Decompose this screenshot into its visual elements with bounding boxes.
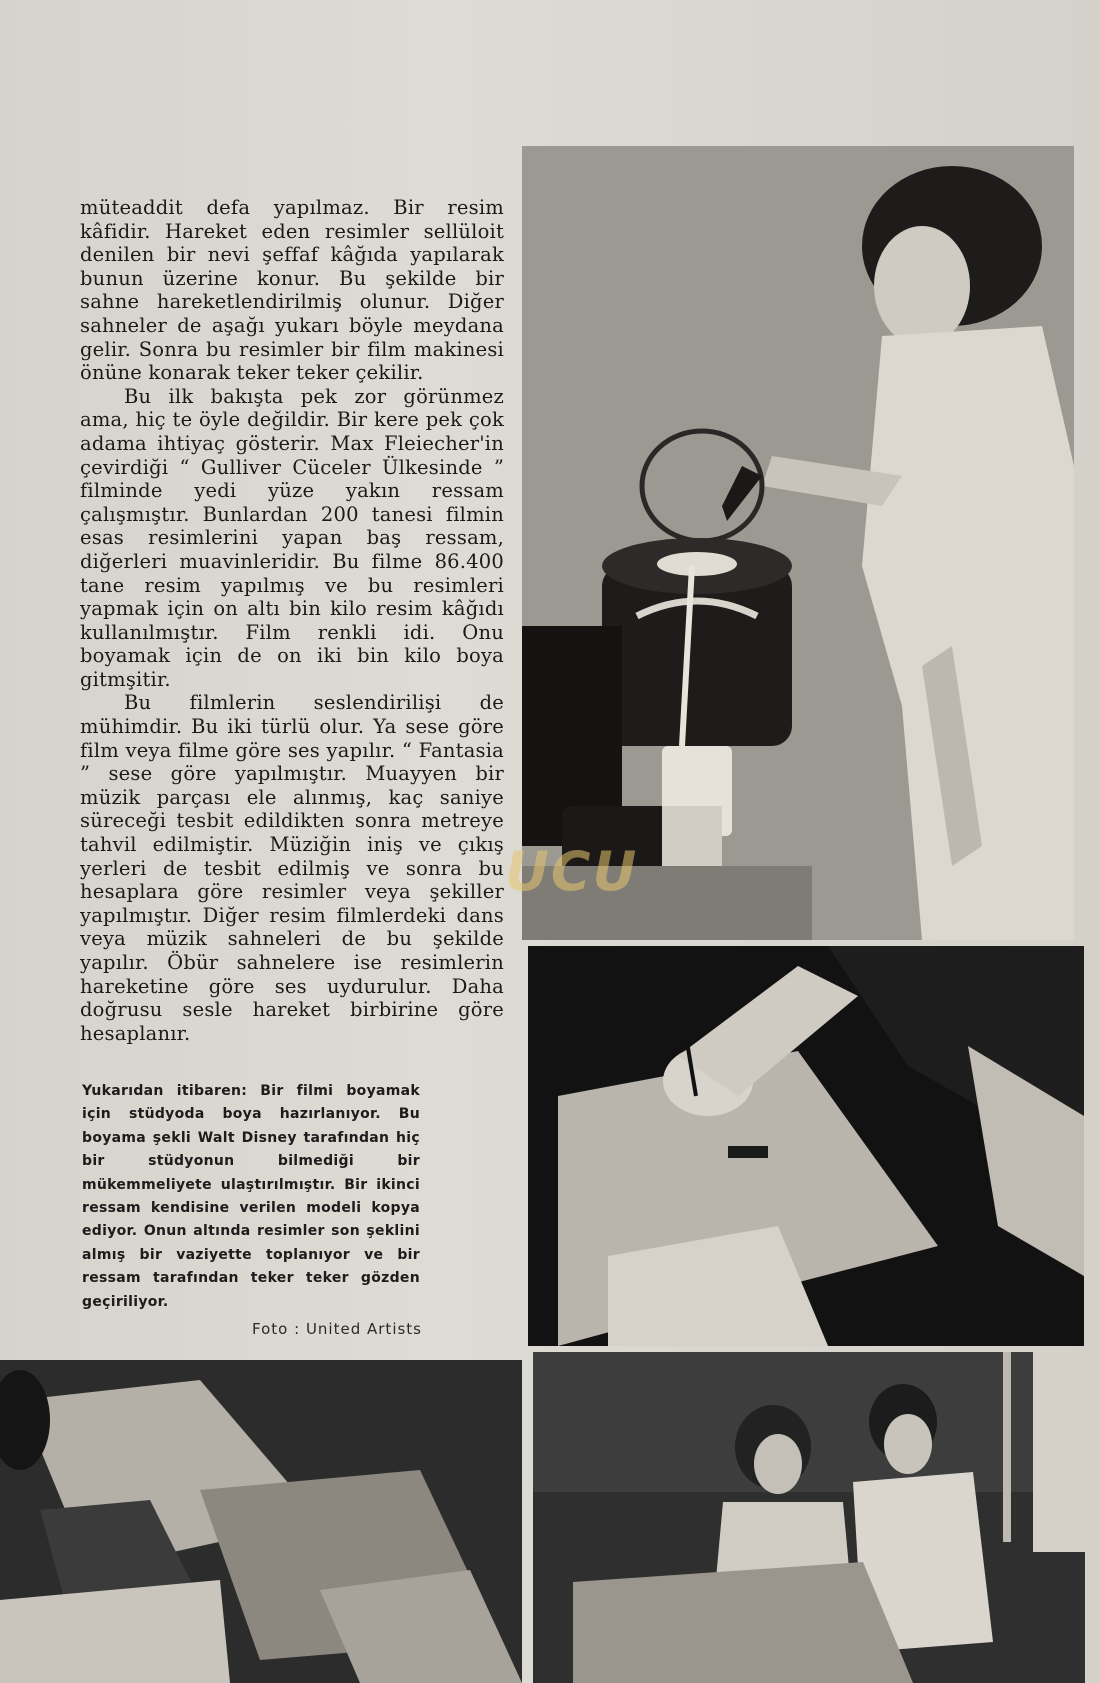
photo-artists-reviewing bbox=[533, 1352, 1085, 1683]
photo-caption: Yukarıdan itibaren: Bir filmi boyamak için stüdyoda boya hazırlanıyor. Bu boyama şekli Walt Disney tarafından hiç bir stüdyonun bilmediği bir mükemmeliyete ulaştırılmıştır. Bir ikinci ressam kendisine verilen modeli kopya ediyor. Onun altında resimler son şeklini almış bir vaziyette toplanıyor ve bir ressam tarafından teker teker gözden geçiriliyor. bbox=[82, 1083, 420, 1310]
photo-paint-preparation bbox=[522, 146, 1074, 940]
article-paragraph-1: müteaddit defa yapılmaz. Bir resim kâfidir. Hareket eden resimler sellüloit denilen bir nevi şeffaf kâğıda yapılarak bunun üzerine konur. Bu şekilde bir sahne hareketlendirilmiş olunur. Diğer sahneler de aşağı yukarı böyle meydana gelir. Sonra bu resimler bir film makinesi önüne konarak teker teker çekilir. bbox=[80, 196, 504, 385]
photo-artist-copying bbox=[528, 946, 1084, 1346]
article-paragraph-2: Bu ilk bakışta pek zor görünmez ama, hiç te öyle değildir. Bir kere pek çok adama ihtiyaç gösterir. Max Fleiecher'in çevirdiği “ Gulliver Cüceler Ülkesinde ” filminde yedi yüze yakın ressam çalışmıştır. Bunlardan 200 tanesi filmin esas resimlerini yapan baş ressam, diğerleri muavinleridir. Bu filme 86.400 tane resim yapılmış ve bu resimleri yapmak için on altı bin kilo resim kâğıdı kullanılmıştır. Film renkli idi. Onu boyamak için de on iki bin kilo boya gitmşitir. bbox=[80, 384, 504, 691]
article-body bbox=[80, 196, 504, 1045]
photo-credit: Foto : United Artists bbox=[252, 1320, 422, 1338]
photo-drawing-desks bbox=[0, 1360, 522, 1683]
watermark-logo: UCU bbox=[505, 840, 639, 903]
article-paragraph-3: Bu filmlerin seslendirilişi de mühimdir. Bu iki türlü olur. Ya sese göre film veya filme göre ses yapılır. “ Fantasia ” sese göre yapılmıştır. Muayyen bir müzik parçası ele alınmış, kaç saniye süreceği tesbit edildikten sonra metreye tahvil edilmiştir. Müziğin iniş ve çıkış yerleri de tesbit edilmiş ve sonra bu hesaplara göre resimler veya şekiller yapılmıştır. Diğer resim filmlerdeki dans veya müzik sahneleri de bu şekilde yapılır. Öbür sahnelere ise resimlerin hareketine göre ses uydurulur. Daha doğrusu sesle hareket birbirine göre hesaplanır. bbox=[80, 691, 504, 1045]
